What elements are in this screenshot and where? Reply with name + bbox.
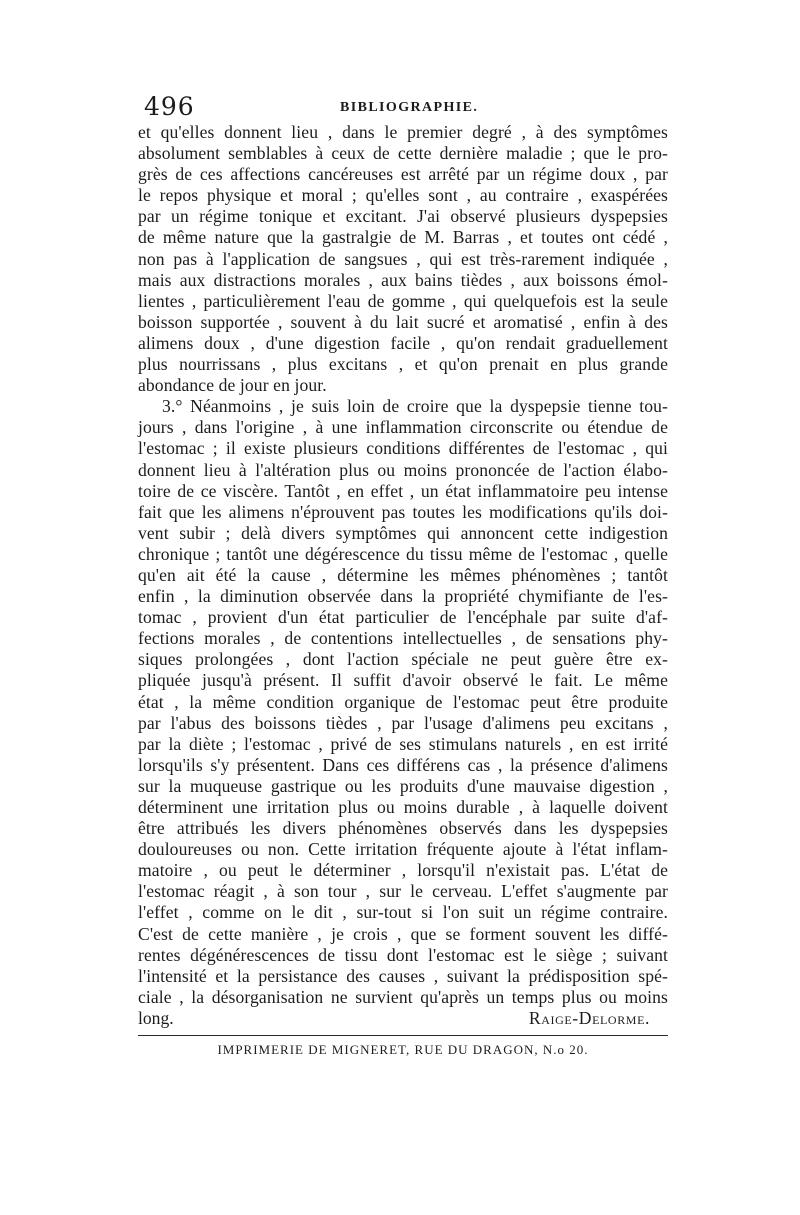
text-line: état , la même condition organique de l'estomac peut être produite [138,691,668,712]
author-signature: Raige-Delorme. [528,1007,650,1028]
text-line: jours , dans l'origine , à une inflammation circonscrite ou étendue de [138,417,668,438]
text-line: douloureuses ou non. Cette irritation fréquente ajoute à l'état inflam- [138,839,668,860]
text-line: enfin , la diminution observée dans la propriété chymifiante de l'es- [138,586,668,607]
text-line: abondance de jour en jour. [138,375,327,396]
text-line: être attribués les divers phénomènes observés dans les dyspepsies [138,818,668,839]
text-line: pliquée jusqu'à présent. Il suffit d'avoir observé le fait. Le même [138,670,668,691]
text-line: qu'en ait été la cause , détermine les mêmes phénomènes ; tantôt [138,564,668,585]
text-line: l'estomac réagit , à son tour , sur le cerveau. L'effet s'augmente par [138,881,668,902]
text-line: ciale , la désorganisation ne survient qu'après un temps plus ou moins [138,986,668,1007]
text-line: le repos physique et moral ; qu'elles sont , au contraire , exaspérées [138,185,668,206]
printer-imprint: IMPRIMERIE DE MIGNERET, RUE DU DRAGON, N.o 20. [217,1041,589,1057]
text-line: matoire , ou peut le déterminer , lorsqu'il n'existait pas. L'état de [138,860,668,881]
text-line: par l'abus des boissons tièdes , par l'usage d'alimens peu excitans , [138,712,668,733]
text-line: chronique ; tantôt une dégérescence du tissu même de l'estomac , quelle [138,543,668,564]
text-line: tomac , provient d'un état particulier de l'encéphale par suite d'af- [138,607,668,628]
text-line: fait que les alimens n'éprouvent pas toutes les modifications qu'ils doi- [138,501,668,522]
running-title: BIBLIOGRAPHIE. [340,100,479,115]
text-line: l'estomac ; il existe plusieurs conditions différentes de l'estomac , qui [138,438,668,459]
text-line: l'effet , comme on le dit , sur-tout si l'on suit un régime contraire. [138,902,668,923]
body-text [138,122,668,1029]
text-line: donnent lieu à l'altération plus ou moins prononcée de l'action élabo- [138,459,668,480]
text-line: vent subir ; delà divers symptômes qui annoncent cette indigestion [138,522,668,543]
page-number: 496 [144,92,195,121]
text-line: fections morales , de contentions intellectuelles , de sensations phy- [138,628,668,649]
text-line: mais aux distractions morales , aux bains tièdes , aux boissons émol- [138,269,668,290]
text-line: boisson supportée , souvent à du lait sucré et aromatisé , enfin à des [138,311,668,332]
text-line: et qu'elles donnent lieu , dans le premier degré , à des symptômes [138,122,668,142]
text-line: rentes dégénérescences de tissu dont l'estomac est le siège ; suivant [138,944,668,965]
text-line: siques prolongées , dont l'action spéciale ne peut guère être ex- [138,649,668,670]
text-line: déterminent une irritation plus ou moins durable , à laquelle doivent [138,797,668,817]
text-line: par la diète ; l'estomac , privé de ses stimulans naturels , en est irrité [138,733,668,754]
text-line: non pas à l'application de sangsues , qui est très-rarement indiquée , [138,248,668,269]
text-line: lorsqu'ils s'y présentent. Dans ces différens cas , la présence d'alimens [138,754,668,775]
text-line: toire de ce viscère. Tantôt , en effet , un état inflammatoire peu intense [138,480,668,501]
text-line: l'intensité et la persistance des causes , suivant la prédisposition spé- [138,965,668,986]
text-line: sur la muqueuse gastrique ou les produits d'une mauvaise digestion , [138,775,668,796]
text-line: lientes , particulièrement l'eau de gomme , qui quelquefois est la seule [138,290,668,311]
text-line: grès de ces affections cancéreuses est arrêté par un régime doux , par [138,164,668,185]
text-line: de même nature que la gastralgie de M. Barras , et toutes ont cédé , [138,227,668,248]
text-line: alimens doux , d'une digestion facile , qu'on rendait graduellement [138,332,668,353]
text-line: C'est de cette manière , je crois , que se forment souvent les diffé- [138,923,668,944]
text-line: plus nourrissans , plus excitans , et qu'on prenait en plus grande [138,354,668,375]
footer-rule [138,1035,668,1036]
text-line: 3.° Néanmoins , je suis loin de croire que la dyspepsie tienne tou- [162,396,668,417]
book-page [138,92,668,1058]
final-word: long. [138,1007,174,1028]
closing-line [138,1008,668,1029]
running-head [138,92,668,122]
text-line: absolument semblables à ceux de cette dernière maladie ; que le pro- [138,143,668,164]
text-line: par un régime tonique et excitant. J'ai observé plusieurs dyspepsies [138,206,668,227]
